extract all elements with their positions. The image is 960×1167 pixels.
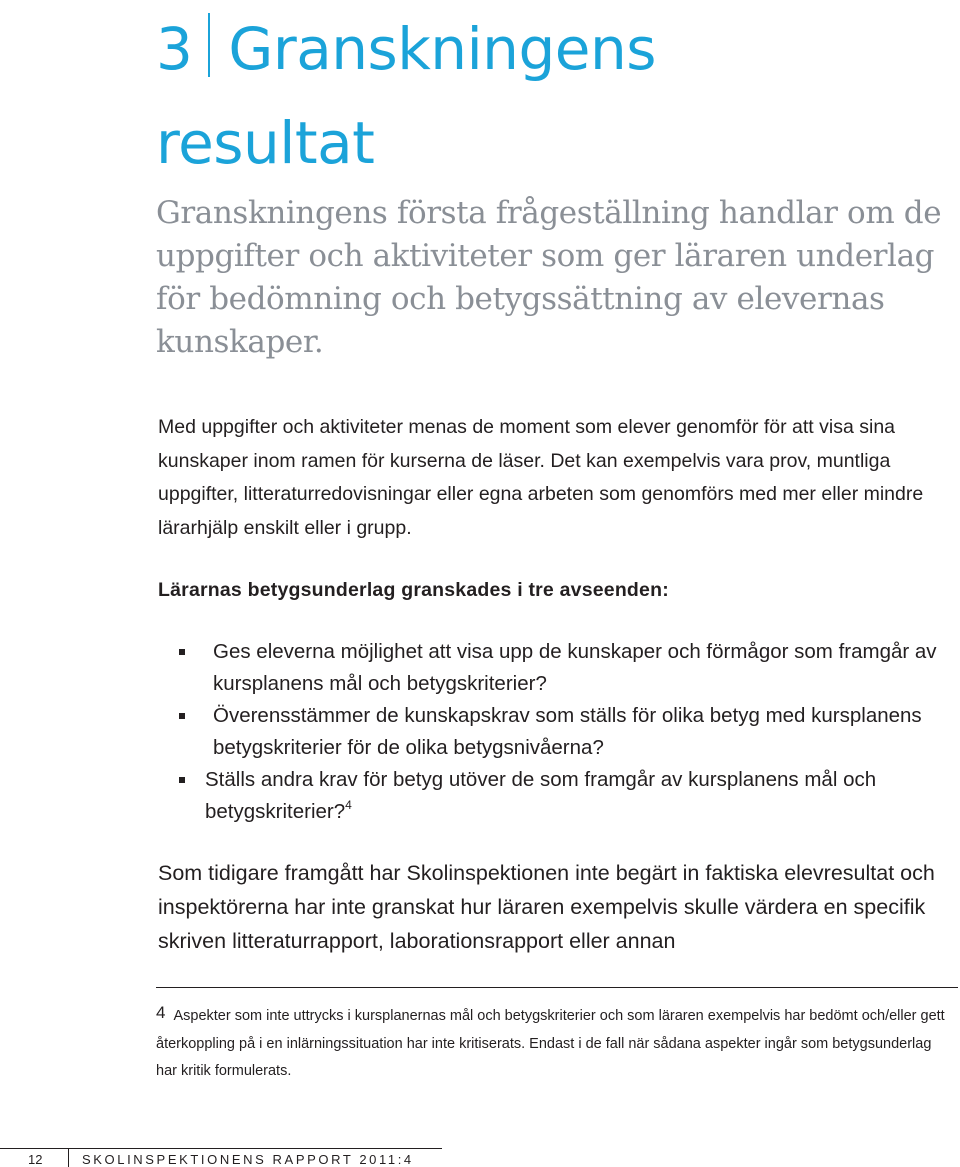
footnote-text: Aspekter som inte uttrycks i kursplanernas mål och betygskriterier och som läraren exempelvis har bedömt och/eller gett återkoppling på i en inlärningssituation har inte kritiserats. Endast i de fall när sådana aspekter ingår som betygsunderlag har kritik formulerats. <box>156 1008 945 1079</box>
list-item-text-wrap <box>205 764 950 828</box>
list-item <box>0 636 960 700</box>
page-number: 12 <box>28 1152 43 1167</box>
list-item-text: Ges eleverna möjlighet att visa upp de kunskaper och förmågor som framgår av kursplanens mål och betygskriterier? <box>213 640 937 695</box>
footnote-number: 4 <box>156 1003 166 1022</box>
list-item-text: Överensstämmer de kunskapskrav som ställs för olika betyg med kursplanens betygskriterier för de olika betygsnivåerna? <box>213 704 922 759</box>
closing-paragraph: Som tidigare framgått har Skolinspektionen inte begärt in faktiska elevresultat och inspektörerna har inte granskat hur läraren exempelvis skulle värdera en specifik skriven litteraturrapport, laborationsrapport eller annan <box>158 861 935 953</box>
intro-paragraph: Med uppgifter och aktiviteter menas de moment som elever genomför för att visa sina kunskaper inom ramen för kurserna de läser. Det kan exempelvis vara prov, muntliga uppgifter, litteraturredovisningar eller egna arbeten som genomförs med mer eller mindre lärarhjälp enskilt eller i grupp. <box>158 416 924 539</box>
criteria-list <box>0 636 960 828</box>
footnote-divider <box>156 987 958 988</box>
heading-divider <box>208 13 210 77</box>
list-item <box>0 764 960 828</box>
bullet-square-icon <box>179 713 185 719</box>
running-title: SKOLINSPEKTIONENS RAPPORT 2011:4 <box>82 1152 414 1167</box>
list-item-text: Ställs andra krav för betyg utöver de som framgår av kursplanens mål och betygskriterier? <box>205 768 877 823</box>
chapter-heading <box>156 2 936 190</box>
lead-paragraph: Granskningens första frågeställning handlar om de uppgifter och aktiviteter som ger läraren underlag för bedömning och betygssättning av elevernas kunskaper. <box>156 195 942 360</box>
footer-divider <box>0 1148 442 1149</box>
chapter-title-line2: resultat <box>156 109 375 177</box>
footer-vertical-divider <box>68 1148 69 1167</box>
bullet-square-icon <box>179 777 185 783</box>
bullet-square-icon <box>179 649 185 655</box>
footnote <box>156 999 956 1086</box>
footnote-reference[interactable]: 4 <box>345 798 352 812</box>
chapter-number: 3 <box>156 15 193 83</box>
chapter-title-line1: Granskningens <box>228 15 656 83</box>
subheading: Lärarnas betygsunderlag granskades i tre avseenden: <box>158 579 669 601</box>
list-item <box>0 700 960 764</box>
